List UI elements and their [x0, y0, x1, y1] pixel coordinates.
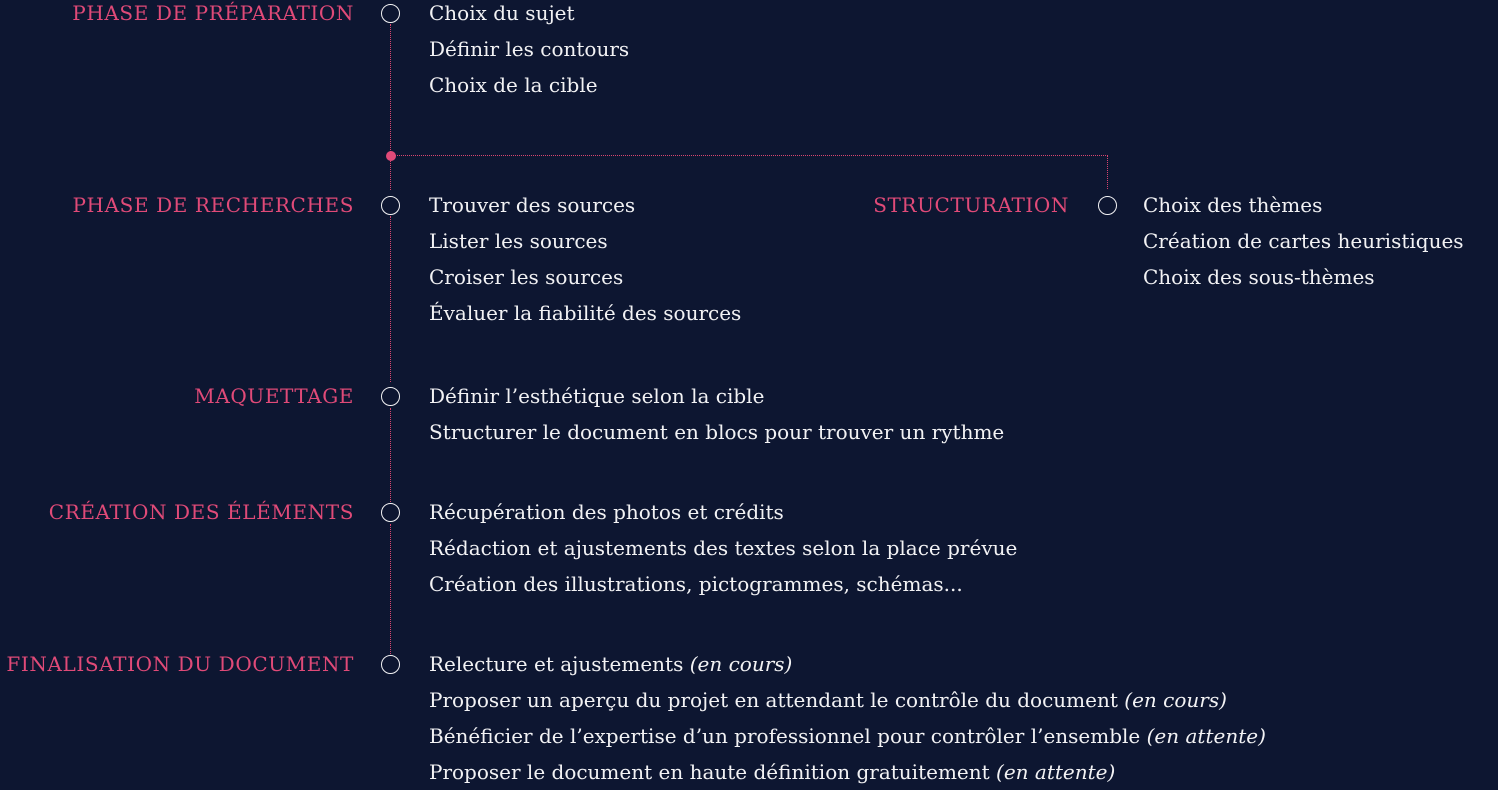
- task-status: (en attente): [996, 760, 1116, 784]
- task-item: Choix des thèmes: [1143, 193, 1323, 217]
- task-status: (en attente): [1146, 724, 1266, 748]
- branch-point-dot: [386, 151, 396, 161]
- phase-items-creation: [429, 494, 1017, 602]
- task-item: Choix de la cible: [429, 73, 598, 97]
- task-status: (en cours): [1124, 688, 1227, 712]
- timeline-connector: [390, 24, 391, 190]
- task-item: [429, 646, 1266, 682]
- phase-items-recherches: [429, 187, 741, 331]
- phase-items-finalisation: [429, 646, 1266, 790]
- task-text: Proposer le document en haute définition gratuitement: [429, 760, 990, 784]
- phase-label-finalisation: FINALISATION DU DOCUMENT: [6, 652, 354, 676]
- task-item: Choix du sujet: [429, 1, 575, 25]
- task-item: Définir l’esthétique selon la cible: [429, 384, 765, 408]
- phase-label-recherches: PHASE DE RECHERCHES: [72, 193, 354, 217]
- timeline-connector: [390, 524, 391, 654]
- branch-connector-drop: [1107, 155, 1108, 189]
- task-status: (en cours): [689, 652, 793, 676]
- timeline-node: [381, 196, 400, 215]
- task-item: Trouver des sources: [429, 193, 636, 217]
- task-item: Rédaction et ajustements des textes selon la place prévue: [429, 536, 1018, 560]
- timeline-node: [1098, 196, 1117, 215]
- phase-label-maquettage: MAQUETTAGE: [194, 384, 354, 408]
- task-item: [429, 682, 1266, 718]
- task-item: Création de cartes heuristiques: [1143, 229, 1464, 253]
- timeline-node: [381, 503, 400, 522]
- task-text: Relecture et ajustements: [429, 652, 684, 676]
- task-item: Évaluer la fiabilité des sources: [429, 301, 742, 325]
- timeline-connector: [390, 408, 391, 504]
- task-text: Proposer un aperçu du projet en attendant le contrôle du document: [429, 688, 1118, 712]
- task-item: Création des illustrations, pictogrammes, schémas...: [429, 572, 963, 596]
- timeline-node: [381, 655, 400, 674]
- task-item: Choix des sous-thèmes: [1143, 265, 1375, 289]
- task-text: Bénéficier de l’expertise d’un professionnel pour contrôler l’ensemble: [429, 724, 1141, 748]
- task-item: Lister les sources: [429, 229, 608, 253]
- task-item: [429, 754, 1266, 790]
- phase-items-structuration: [1143, 187, 1464, 295]
- phase-items-maquettage: [429, 378, 1004, 450]
- task-item: Croiser les sources: [429, 265, 624, 289]
- phase-label-structuration: STRUCTURATION: [873, 193, 1069, 217]
- phase-label-preparation: PHASE DE PRÉPARATION: [72, 1, 354, 25]
- task-item: Définir les contours: [429, 37, 630, 61]
- phase-label-creation: CRÉATION DES ÉLÉMENTS: [48, 500, 354, 524]
- branch-connector: [394, 155, 1108, 156]
- timeline-node: [381, 4, 400, 23]
- task-item: Récupération des photos et crédits: [429, 500, 784, 524]
- timeline-node: [381, 387, 400, 406]
- task-item: Structurer le document en blocs pour trouver un rythme: [429, 420, 1005, 444]
- task-item: [429, 718, 1266, 754]
- timeline-connector: [390, 216, 391, 382]
- phase-items-preparation: [429, 0, 629, 103]
